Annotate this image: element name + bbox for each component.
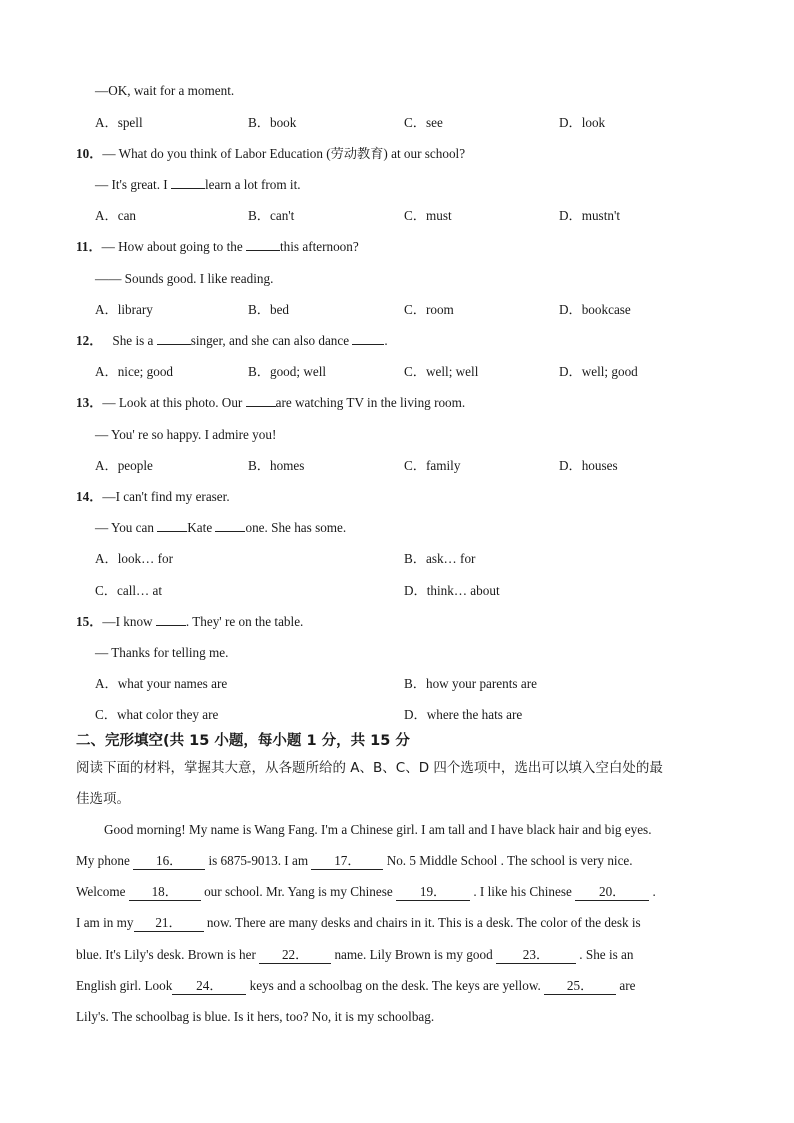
q15-reply: — Thanks for telling me. xyxy=(95,645,229,660)
q12-line1-c: . xyxy=(384,333,388,348)
q11-line1-b: this afternoon? xyxy=(279,239,359,254)
cloze-blank-24: 24． xyxy=(172,978,246,995)
cloze-text: now. There are many desks and chairs in it. This is a desk. The color of the desk is xyxy=(203,915,641,930)
q13-option-b: B．homes xyxy=(248,458,305,473)
q14-option-d: D．think… about xyxy=(404,583,500,598)
q15-option-b: B．how your parents are xyxy=(404,676,537,691)
q12-option-b: B．good; well xyxy=(248,364,327,379)
q11-stem xyxy=(76,238,359,256)
cloze-blank-18: 18． xyxy=(129,884,201,901)
q9-answer-line: —OK, wait for a moment. xyxy=(95,83,235,98)
q15-number: 15． xyxy=(76,614,103,629)
q10-option-a: A．can xyxy=(95,208,137,223)
q15-line1-b: . They' re on the table. xyxy=(185,614,304,629)
q13-line1-a: — Look at this photo. Our xyxy=(102,395,246,410)
q12-line1-b: singer, and she can also dance xyxy=(190,333,353,348)
q9-option-b: B．book xyxy=(248,115,297,130)
q11-reply: —— Sounds good. I like reading. xyxy=(95,271,274,286)
q14-option-b: B．ask… for xyxy=(404,551,476,566)
q10-line2-b: learn a lot from it. xyxy=(204,177,301,192)
q10-option-c: C．must xyxy=(404,208,452,223)
q14-line1: —I can't find my eraser. xyxy=(102,489,230,504)
q11-option-b: B．bed xyxy=(248,302,290,317)
q14-line2-b: Kate xyxy=(187,520,216,535)
cloze-text: are xyxy=(616,978,636,993)
q11-number: 11． xyxy=(76,239,102,254)
cloze-blank-20: 20． xyxy=(575,884,649,901)
cloze-blank-25: 25． xyxy=(544,978,616,995)
q12-stem xyxy=(76,332,388,350)
q12-option-a: A．nice; good xyxy=(95,364,174,379)
cloze-blank-19: 19． xyxy=(396,884,470,901)
cloze-line-2 xyxy=(76,852,726,870)
q10-option-d: D．mustn't xyxy=(559,208,620,223)
cloze-line-4 xyxy=(76,914,726,932)
q10-reply xyxy=(95,176,301,194)
cloze-text: Welcome xyxy=(76,884,129,899)
section2-instruction-line2: 佳选项。 xyxy=(76,791,130,807)
cloze-text: No. 5 Middle School . The school is very nice. xyxy=(383,853,633,868)
cloze-line-3 xyxy=(76,883,726,901)
q12-number: 12． xyxy=(76,333,103,348)
cloze-text: keys and a schoolbag on the desk. The keys are yellow. xyxy=(246,978,545,993)
q15-option-a: A．what your names are xyxy=(95,676,228,691)
q11-blank xyxy=(246,238,280,251)
q13-number: 13． xyxy=(76,395,103,410)
q14-blank-1 xyxy=(157,519,187,532)
q15-line1-a: —I know xyxy=(102,614,156,629)
q15-option-c: C．what color they are xyxy=(95,707,219,722)
q9-option-d: D．look xyxy=(559,115,606,130)
q13-reply: — You' re so happy. I admire you! xyxy=(95,427,277,442)
q14-reply xyxy=(95,519,346,537)
cloze-blank-22: 22． xyxy=(259,947,331,964)
cloze-text: My phone xyxy=(76,853,134,868)
section2-instruction-line1: 阅读下面的材料，掌握其大意，从各题所给的 A、B、C、D 四个选项中，选出可以填入空白处的最 xyxy=(76,760,663,776)
cloze-text: English girl. Look xyxy=(76,978,173,993)
cloze-text: blue. It's Lily's desk. Brown is her xyxy=(76,947,260,962)
q13-option-d: D．houses xyxy=(559,458,618,473)
q10-line2-a: — It's great. I xyxy=(95,177,171,192)
cloze-text: name. Lily Brown is my good xyxy=(331,947,496,962)
section2-title: 二、完形填空(共 15 小题，每小题 1 分，共 15 分 xyxy=(76,733,410,749)
cloze-text: . She is an xyxy=(575,947,634,962)
cloze-line-5 xyxy=(76,946,726,964)
q10-line1: — What do you think of Labor Education (劳动教育) at our school? xyxy=(102,146,466,161)
q14-option-c: C．call… at xyxy=(95,583,163,598)
q11-line1-a: — How about going to the xyxy=(101,239,246,254)
q13-line1-b: are watching TV in the living room. xyxy=(275,395,466,410)
cloze-line-1: Good morning! My name is Wang Fang. I'm a Chinese girl. I am tall and I have black hair and big eyes. xyxy=(104,822,652,837)
q12-blank-1 xyxy=(157,332,191,345)
q13-blank xyxy=(246,394,276,407)
q10-stem xyxy=(76,145,465,163)
q12-blank-2 xyxy=(352,332,384,345)
q11-option-a: A．library xyxy=(95,302,153,317)
q10-option-b: B．can't xyxy=(248,208,295,223)
q12-line1-a: She is a xyxy=(112,333,157,348)
q15-stem xyxy=(76,613,303,631)
cloze-blank-16: 16． xyxy=(133,853,205,870)
cloze-text: . xyxy=(649,884,656,899)
q9-option-c: C．see xyxy=(404,115,443,130)
q9-option-a: A．spell xyxy=(95,115,143,130)
cloze-blank-23: 23． xyxy=(496,947,576,964)
q10-blank xyxy=(171,176,205,189)
q13-stem xyxy=(76,394,465,412)
cloze-text: our school. Mr. Yang is my Chinese xyxy=(200,884,397,899)
q13-option-c: C．family xyxy=(404,458,461,473)
cloze-line-6 xyxy=(76,977,726,995)
q14-stem xyxy=(76,488,230,506)
cloze-text: . I like his Chinese xyxy=(470,884,576,899)
cloze-text: is 6875-9013. I am xyxy=(205,853,312,868)
q14-blank-2 xyxy=(215,519,245,532)
q14-line2-c: one. She has some. xyxy=(245,520,347,535)
cloze-blank-21: 21． xyxy=(134,915,204,932)
q14-line2-a: — You can xyxy=(95,520,158,535)
q13-option-a: A．people xyxy=(95,458,153,473)
q11-option-c: C．room xyxy=(404,302,454,317)
q15-option-d: D．where the hats are xyxy=(404,707,523,722)
q15-blank xyxy=(156,613,186,626)
q14-option-a: A．look… for xyxy=(95,551,174,566)
q14-number: 14． xyxy=(76,489,103,504)
q11-option-d: D．bookcase xyxy=(559,302,631,317)
q10-number: 10． xyxy=(76,146,103,161)
q12-option-d: D．well; good xyxy=(559,364,638,379)
q12-option-c: C．well; well xyxy=(404,364,479,379)
cloze-text: I am in my xyxy=(76,915,134,930)
cloze-line-7: Lily's. The schoolbag is blue. Is it hers, too? No, it is my schoolbag. xyxy=(76,1009,435,1024)
cloze-blank-17: 17． xyxy=(311,853,383,870)
